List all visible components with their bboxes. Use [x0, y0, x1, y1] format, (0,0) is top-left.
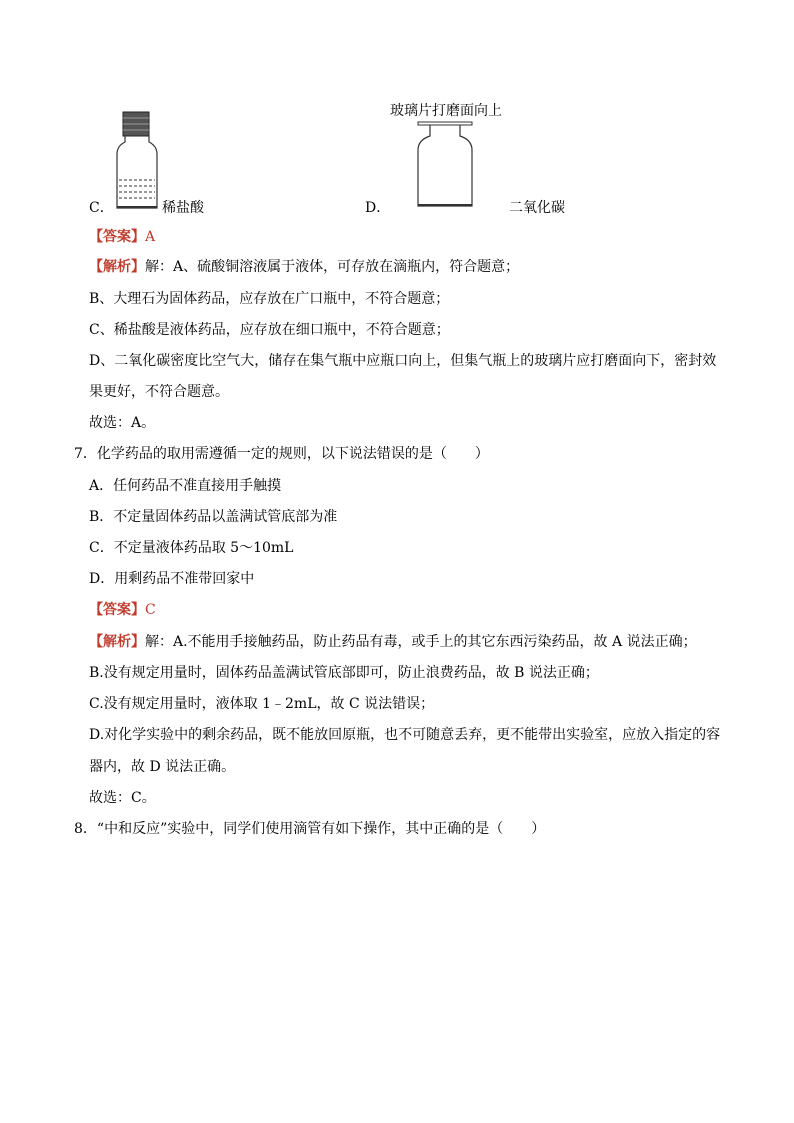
q7-option-c: C．不定量液体药品取 5～10mL [89, 540, 294, 556]
q7-conclusion: 故选：C。 [89, 790, 156, 806]
gas-jar-body [418, 125, 472, 206]
analysis-text: 解：A、硫酸铜溶液属于液体，可存放在滴瓶内，符合题意； [145, 259, 520, 275]
analysis-text: 解：A.不能用手接触药品，防止药品有毒，或手上的其它东西污染药品，故 A 说法正确； [145, 634, 697, 650]
q7-analysis-line-3: C.没有规定用量时，液体取 1﹣2mL，故 C 说法错误； [89, 696, 435, 712]
q6-answer [89, 228, 155, 246]
q6-analysis-line-3: C、稀盐酸是液体药品，应存放在细口瓶中，不符合题意； [89, 322, 450, 338]
answer-tag: 【答案】 [89, 229, 145, 245]
glass-slide-caption: 玻璃片打磨面向上 [390, 103, 502, 119]
glass-slide [418, 122, 472, 125]
q7-analysis-line-2: B.没有规定用量时，固体药品盖满试管底部即可，防止浪费药品，故 B 说法正确； [89, 665, 599, 681]
q7-stem: 7．化学药品的取用需遵循一定的规则，以下说法错误的是（ ） [74, 446, 489, 462]
analysis-tag: 【解析】 [89, 259, 145, 275]
q6-analysis-line-1 [89, 258, 519, 276]
q7-analysis-line-4: D.对化学实验中的剩余药品，既不能放回原瓶，也不可随意丢弃，更不能带出实验室，应放入指定的容 [89, 727, 721, 743]
narrow-mouth-bottle-figure [112, 108, 172, 208]
q7-answer [89, 601, 156, 619]
q7-analysis-line-5: 器内，故 D 说法正确。 [89, 759, 236, 775]
answer-tag: 【答案】 [89, 602, 145, 618]
answer-value: A [145, 229, 156, 245]
q6-analysis-line-5: 果更好，不符合题意。 [89, 384, 229, 400]
q6-analysis-line-4: D、二氧化碳密度比空气大，储存在集气瓶中应瓶口向上，但集气瓶上的玻璃片应打磨面向下，密封效 [89, 353, 717, 369]
bottle-c-label: 稀盐酸 [162, 200, 204, 216]
q7-option-b: B．不定量固体药品以盖满试管底部为准 [89, 509, 338, 525]
bottle-d-label: 二氧化碳 [509, 200, 565, 216]
bottle-body [117, 136, 157, 208]
q6-conclusion: 故选：A。 [89, 415, 156, 431]
q7-option-a: A．任何药品不准直接用手触摸 [89, 478, 282, 494]
q7-option-d: D．用剩药品不准带回家中 [89, 571, 255, 587]
answer-value: C [145, 602, 156, 618]
gas-collecting-bottle-figure [410, 112, 480, 212]
q8-stem: 8．“中和反应”实验中，同学们使用滴管有如下操作，其中正确的是（ ） [74, 821, 546, 837]
option-c-label: C． [89, 200, 114, 216]
option-d-label: D． [365, 200, 391, 216]
q7-analysis-line-1 [89, 633, 697, 651]
analysis-tag: 【解析】 [89, 634, 145, 650]
q6-analysis-line-2: B、大理石为固体药品，应存放在广口瓶中，不符合题意； [89, 291, 450, 307]
